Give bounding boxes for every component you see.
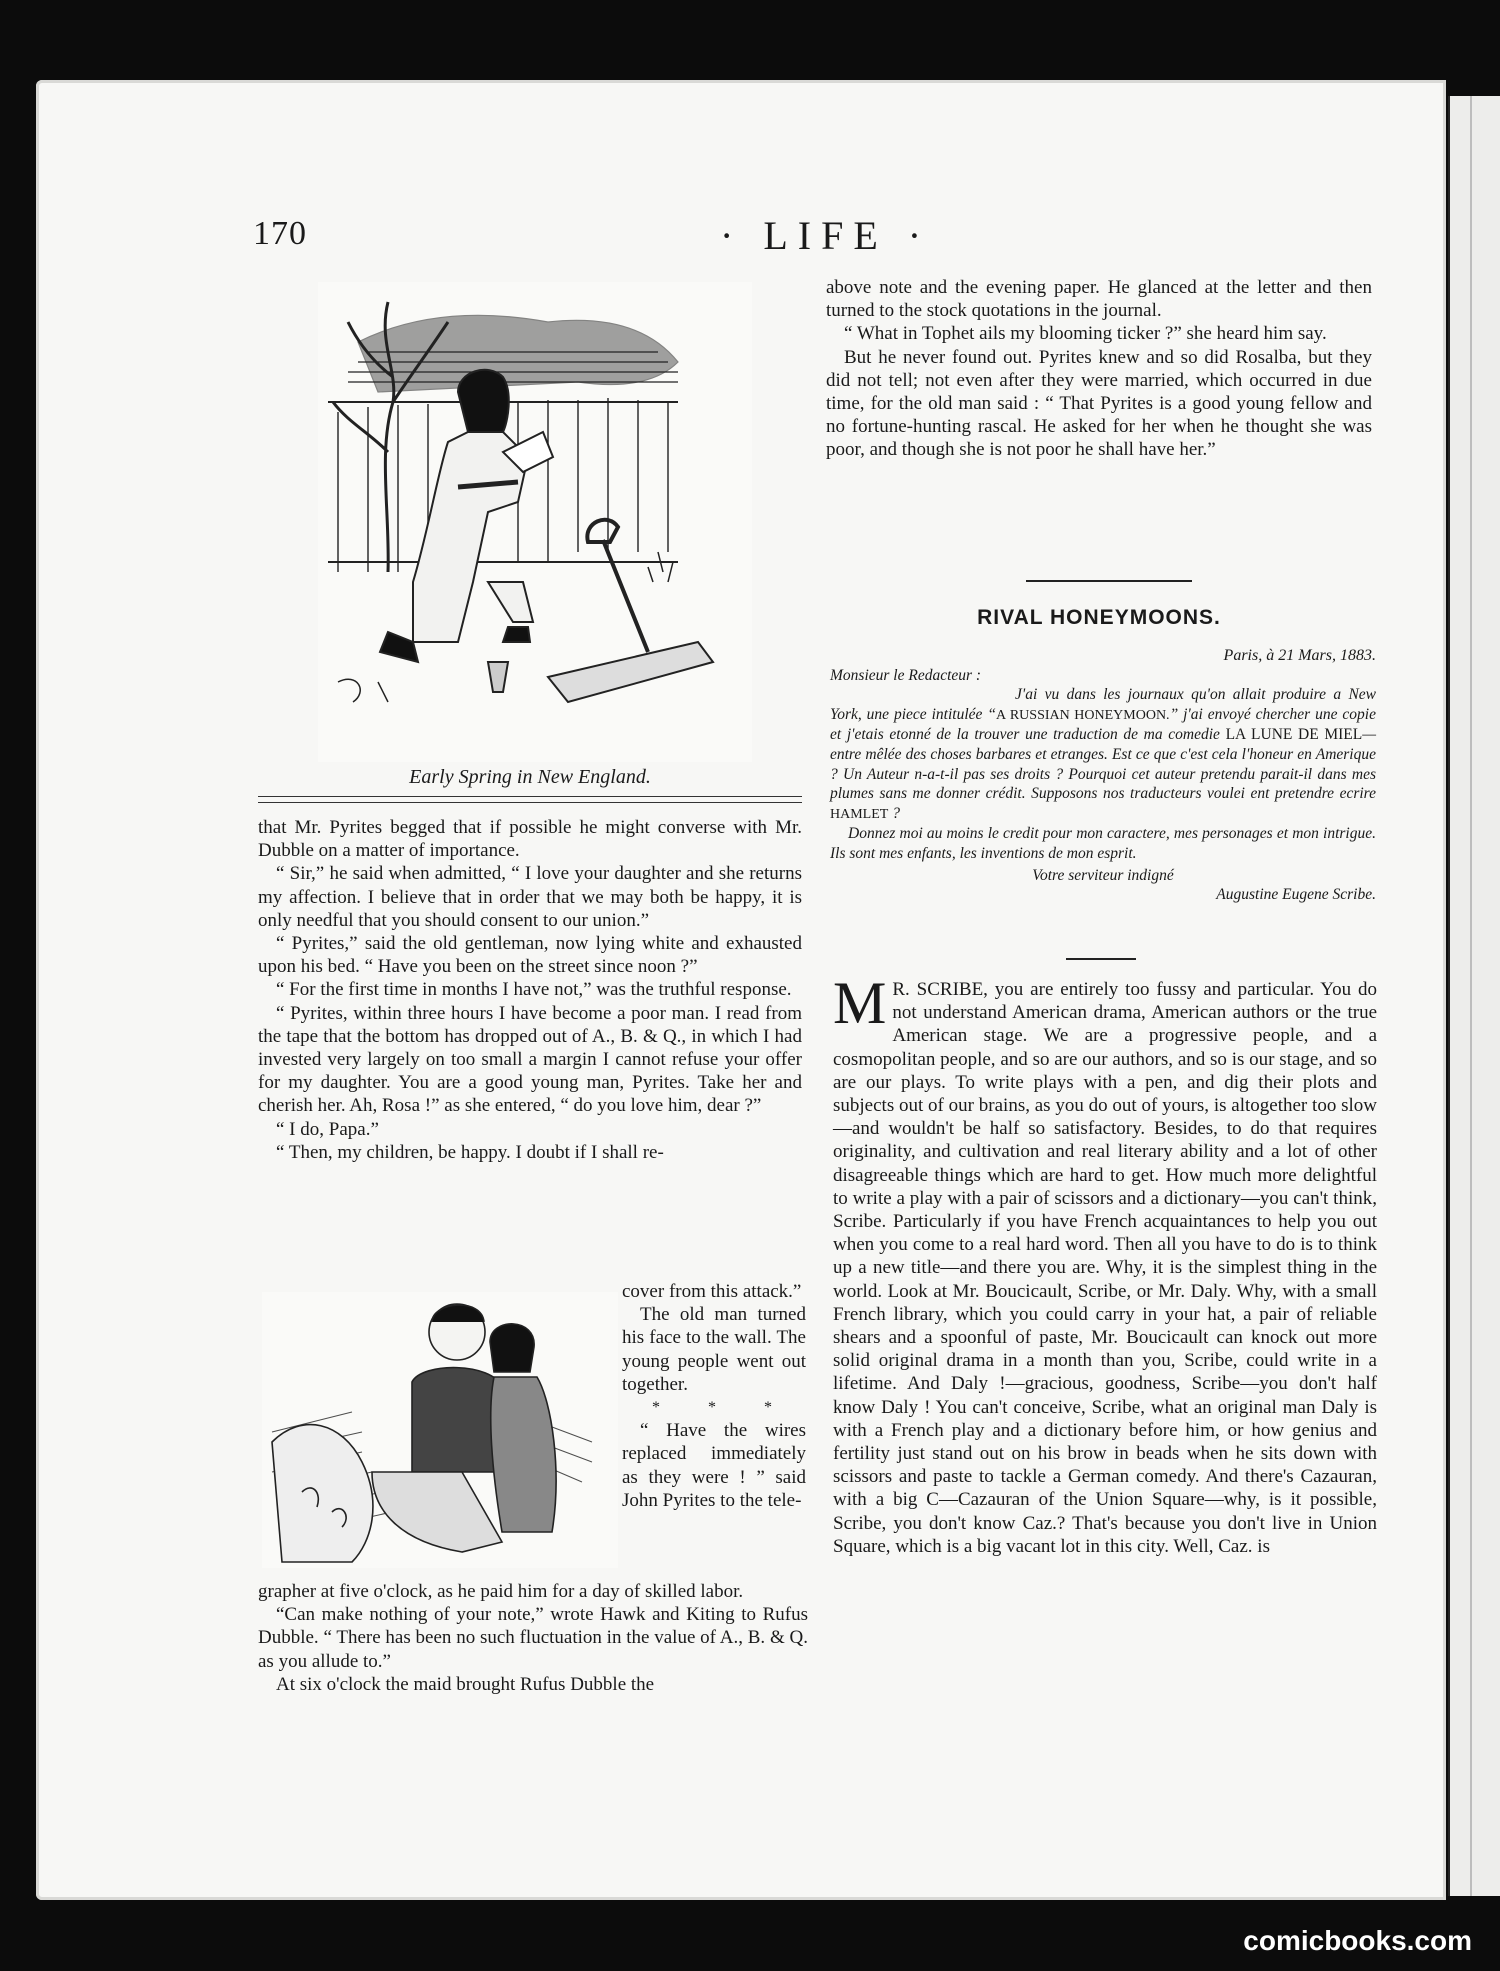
paragraph: “Can make nothing of your note,” wrote Hawk and Kiting to Rufus Dubble. “ There has been no such fluctuation in the value of A., B. & Q. as you allude to.”	[258, 1604, 808, 1672]
right-column-body	[833, 970, 1377, 1558]
paragraph: cover from this attack.”	[622, 1281, 802, 1302]
paragraph: “ Pyrites, within three hours I have become a poor man. I read from the tape that the bottom has dropped out of A., B. & Q., in which I had invested very largely on too small a margin I cannot refuse your offer for my daughter. You are a good young man, Pyrites. Take her and cherish her. Ah, Rosa !” as she entered, “ do you love him, dear ?”	[258, 1002, 802, 1117]
illustration-caption: Early Spring in New England.	[409, 766, 651, 788]
paragraph: “ Pyrites,” said the old gentleman, now lying white and exhausted upon his bed. “ Have you been on the street since noon ?”	[258, 933, 802, 978]
left-column-top	[258, 816, 802, 1164]
paragraph: “ What in Tophet ails my blooming ticker ?” she heard him say.	[844, 323, 1327, 345]
left-column-wrap	[622, 1280, 806, 1512]
facing-page-edge	[1448, 96, 1500, 1896]
paragraph: “ Have the wires replaced immediately as they were ! ” said John Pyrites to the tele-	[622, 1420, 806, 1511]
letter-paragraph-2: Donnez moi au moins le credit pour mon caractere, mes personages et mon intrigue. Ils sont mes enfants, les inventions de mon esprit.	[830, 825, 1376, 862]
double-rule	[258, 796, 802, 803]
paragraph: But he never found out. Pyrites knew and so did Rosalba, but they did not tell; not even after they were married, which occurred in due time, for the old man said : “ That Pyrites is a good young fellow and no fortune-hunting rascal. He asked for her when he thought she was poor, and though she is not poor he shall have her.”	[826, 346, 1372, 461]
paragraph: The old man turned his face to the wall. The young people went out together.	[622, 1304, 806, 1395]
paragraph: that Mr. Pyrites begged that if possible he might converse with Mr. Dubble on a matter of importance.	[258, 817, 802, 862]
section-rule	[1026, 580, 1192, 582]
paragraph: At six o'clock the maid brought Rufus Dubble the	[276, 1673, 655, 1695]
paragraph: * * *	[652, 1399, 794, 1417]
masthead: · LIFE ·	[720, 213, 932, 258]
paragraph: “ For the first time in months I have not,” was the truthful response.	[276, 979, 792, 1001]
early-spring-illustration	[318, 282, 752, 762]
section-heading: RIVAL HONEYMOONS.	[977, 606, 1221, 629]
letter-salutation: Monsieur le Redacteur :	[830, 666, 982, 684]
paragraph: “ Then, my children, be happy. I doubt if I shall re-	[276, 1141, 664, 1163]
drop-cap: M	[833, 970, 887, 1036]
paragraph: “ Sir,” he said when admitted, “ I love your daughter and she returns my affection. I believe that in order that we may both be happy, it is only needful that you should consent to our union.”	[258, 863, 802, 931]
scribe-letter	[830, 646, 1376, 905]
right-column-top	[826, 276, 1372, 462]
paragraph: grapher at five o'clock, as he paid him for a day of skilled labor.	[258, 1581, 744, 1602]
young-couple-illustration	[262, 1292, 618, 1568]
section-rule-2	[1066, 958, 1136, 960]
letter-date: Paris, à 21 Mars, 1883.	[1223, 647, 1376, 664]
left-column-bottom	[258, 1580, 808, 1696]
paragraph: above note and the evening paper. He glanced at the letter and then turned to the stock quotations in the journal.	[826, 277, 1372, 322]
page-number: 170	[253, 215, 307, 252]
watermark: comicbooks.com	[1243, 1925, 1472, 1956]
letter-paragraph-1: J'ai vu dans les journaux qu'on allait produire a New York, une piece intitulée “A RUSSIAN HONEYMOON.” j'ai envoyé chercher une copie et j'etais etonné de la trouver une traduction de ma comedie LA LUNE DE MIEL—entre mêlée des choses barbares et etranges. Est ce que c'est cela l'honeur en Amerique ? Un Auteur n-a-t-il pas ses droits ? Pourquoi cet auteur pretendu parait-il dans mes plumes sans me donner crédit. Supposons nos traducteurs voulei ent pretendre ecrire HAMLET ?	[830, 686, 1377, 822]
body-paragraph: M R. SCRIBE, you are entirely too fussy and particular. You do not understand American drama, American authors or the true American stage. We are a progressive people, and a cosmopolitan people, and so are our authors, and so is our stage, and so are our plays. To write plays with a pen, and dig their plots and subjects out of our brains, as you do out of yours, is altogether too slow—and wouldn't be half so satisfactory. Besides, to do that requires originality, and cultivation and real literary ability and a lot of other disagreeable things which are hard to get. How much more delightful to write a play with a pair of scissors and a dictionary—you can't think, Scribe. Particularly if you have French acquaintances to help you out when you come to a real hard word. Then all you have to do is to think up a new title—and there you are. Why, it is the simplest thing in the world. Look at Mr. Boucicault, Scribe, or Mr. Daly. Why, with a small French library, which you could carry in your hat, a pair of reliable shears and a spoonful of paste, Mr. Boucicault can knock out more solid original drama in a month than you, Scribe, could write in a lifetime. And Daly !—gracious, goodness, Scribe—you don't half know Daly ! You can't conceive, Scribe, what an original man Daly is with a French play and a dictionary before him, or how genius and fertility just stand out on his brow in beads when he sits down with scissors and paste to tackle a German comedy. And there's Cazauran, with a big C—Cazauran of the Union Square—why, is it possible, Scribe, you don't know Caz.? That's because you don't live in Union Square, which is a big vacant lot in this city. Well, Caz. is	[833, 970, 1377, 1557]
letter-closing: Votre serviteur indigné	[1032, 866, 1174, 884]
letter-signature: Augustine Eugene Scribe.	[1216, 886, 1376, 904]
paragraph: “ I do, Papa.”	[276, 1118, 379, 1140]
